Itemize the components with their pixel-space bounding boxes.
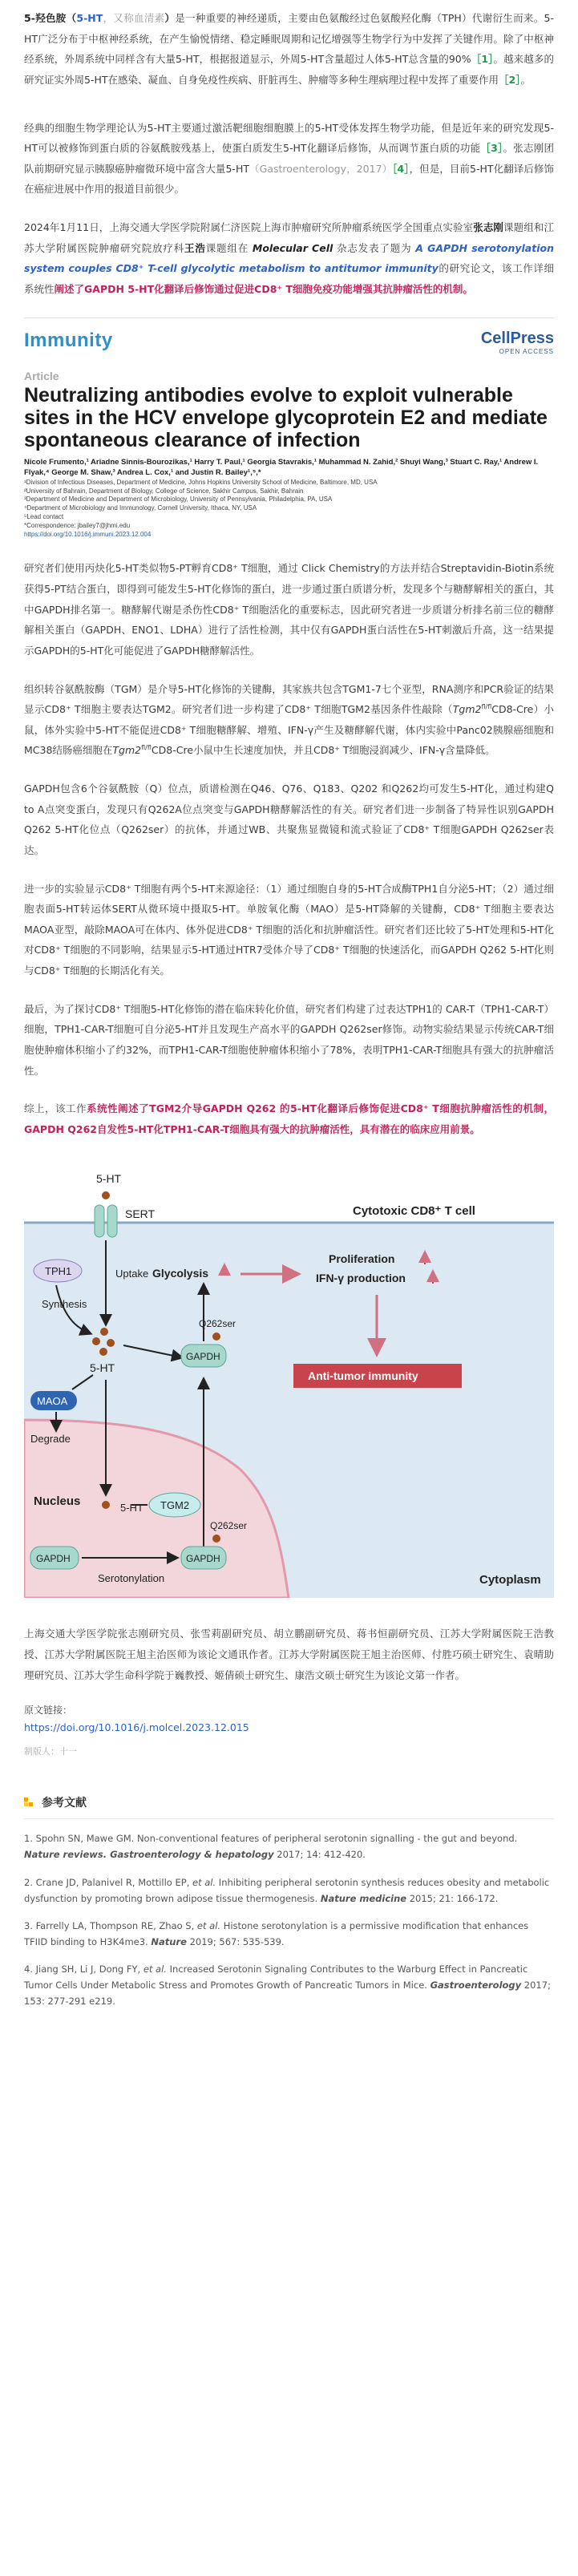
paragraph-2: [24, 118, 554, 200]
reference-item: [24, 1874, 554, 1907]
serotonin-dot: [107, 1339, 115, 1347]
reference-item: [24, 1830, 554, 1862]
ref-rest: 2019; 567: 535-539.: [186, 1935, 285, 1947]
source-link[interactable]: https://doi.org/10.1016/j.molcel.2023.12.015: [24, 1721, 249, 1734]
label-tph1: TPH1: [45, 1265, 72, 1278]
p3-text-5: 的研究论文，该工作详细系统性: [24, 262, 554, 295]
label-degrade: Degrade: [30, 1433, 71, 1446]
ref-authors: 4. Jiang SH, Li J, Dong FY,: [24, 1963, 143, 1975]
label-5ht-nuc: 5-HT: [120, 1502, 143, 1514]
paper-authors: Nicole Frumento,¹ Ariadne Sinnis-Bourozikas,¹ Harry T. Paul,¹ Georgia Stavrakis,¹ Muhammad N. Zahid,² Shuyi Wang,³ Stuart C. Ray,¹ Andrew I. Flyak,⁴ George M. Shaw,³ Andrea L. Cox,¹ and Justin R. Bailey¹,⁵,*: [24, 458, 539, 478]
mechanism-diagram: [24, 1165, 554, 1598]
p9-highlight: 系统性阐述了TGM2介导GAPDH Q262 的5-HT化翻译后修饰促进CD8⁺ T细胞抗肿瘤活性的机制，GAPDH Q262自发性5-HT化TPH1-CAR-T细胞具有强大的抗肿瘤活性，具有潜在的临床应用前景。: [24, 1102, 554, 1135]
affiliation-1: ¹Division of Infectious Diseases, Department of Medicine, Johns Hopkins University School of Medicine, Baltimore, MD, USA: [24, 478, 378, 486]
p3-highlight: 阐述了GAPDH 5-HT化翻译后修饰通过促进CD8⁺ T细胞免疫功能增强其抗肿瘤活性的机制。: [54, 282, 473, 295]
p2-citation: （Gastroenterology，2017）: [249, 162, 393, 175]
intro-abbr: 5-HT: [76, 12, 103, 24]
pi-name-1: 张志刚: [473, 221, 504, 233]
paragraph-7: 进一步的实验显示CD8⁺ T细胞有两个5-HT来源途径：（1）通过细胞自身的5-HT合成酶TPH1自分泌5-HT；（2）通过细胞表面5-HT转运体SERT从微环境中摄取5-HT。单胺氧化酶（MAO）是5-HT降解的关键酶，CD8⁺ T细胞主要表达MAOA亚型，敲除MAOA可在体内、体外促进CD8⁺ T细胞的活化和抗肿瘤活性。研究者们还比较了5-HT处理和5-HT化对CD8⁺ T细胞的不同影响，结果显示5-HT通过HTR7受体介导了CD8⁺ T细胞的快速活化，而GAPDH Q262 5-HT化则与CD8⁺ T细胞的长期活化有关。: [24, 882, 554, 977]
gene-sup-2: fl/fl: [141, 744, 152, 752]
serotonin-dot: [102, 1501, 110, 1509]
paper-doi[interactable]: https://doi.org/10.1016/j.immuni.2023.12.004: [24, 530, 152, 538]
label-ifn: IFN-γ production: [316, 1272, 406, 1285]
paper-affiliations: [24, 479, 554, 540]
journal-name: Molecular Cell: [252, 241, 333, 254]
label-maoa: MAOA: [37, 1395, 68, 1408]
sert-transporter-2: [107, 1205, 117, 1237]
affiliation-3: ³Department of Medicine and Department of Microbiology, University of Pennsylvania, Philadelphia, PA, USA: [24, 495, 333, 503]
paragraph-5: [24, 679, 554, 762]
ref-rest: 2017; 153: 277-291 e219.: [24, 1980, 551, 2008]
label-nucleus: Nucleus: [34, 1494, 81, 1509]
paragraph-6: GAPDH包含6个谷氨酰胺（Q）位点，质谱检测在Q46、Q76、Q183、Q202 和Q262均可发生5-HT化，通过构建Q to A点突变蛋白，发现只有Q262A位点突变与GAPDH糖酵解活性的有关。研究者们进一步制备了特异性识别GAPDH Q262 5-HT化位点（Q262ser）的抗体，并通过WB、共聚焦显微镜和流式验证了CD8⁺ T细胞GAPDH Q262ser表达。: [24, 783, 554, 856]
ref-journal: Nature medicine: [320, 1892, 407, 1904]
ref-authors: 2. Crane JD, Palanivel R, Mottillo EP,: [24, 1876, 192, 1888]
p2-text-2: 。张志刚团队前期研究显示胰腺癌肿瘤微环境中富含大量5-HT: [24, 142, 554, 175]
label-sert: SERT: [125, 1207, 156, 1221]
p9-text-1: 综上，该工作: [24, 1102, 87, 1115]
p3-text-3: 课题组在: [205, 241, 253, 254]
article-type: Article: [24, 369, 59, 382]
ref-link-4[interactable]: ［4］: [392, 162, 410, 175]
label-antitumor: Anti-tumor immunity: [308, 1369, 418, 1383]
label-gapdh-bot: GAPDH: [186, 1553, 220, 1565]
sert-transporter: [95, 1205, 104, 1237]
source-label: 原文链接：: [24, 1705, 73, 1717]
paren-open: （: [66, 12, 77, 24]
intro-end: 。: [520, 73, 531, 86]
serotonin-dot: [212, 1332, 220, 1341]
gene-name-2: Tgm2: [112, 744, 142, 757]
label-uptake: Uptake: [115, 1268, 149, 1280]
ref-rest: 2015; 21: 166-172.: [406, 1892, 499, 1904]
p5-text-2: CD8-Cre）小鼠，体外实验中5-HT不能促进CD8⁺ T细胞糖酵解、增殖、IFN-γ产生及糖酵解代谢，体内实验中Panc02胰腺癌细胞和MC38结肠癌细胞在: [24, 703, 554, 757]
ref-title: Histone serotonylation is a permissive modification that enhances TFIID binding to H3K4me3.: [24, 1919, 529, 1947]
paper-title: Neutralizing antibodies evolve to exploit vulnerable sites in the HCV envelope glycoprotein E2 and mediate spontaneous clearance of infection: [24, 383, 548, 451]
p3-text-1: 2024年1月11日，上海交通大学医学院附属仁济医院上海市肿瘤研究所肿瘤系统医学全国重点实验室: [24, 221, 474, 233]
ref-authors: 1. Spohn SN, Mawe GM. Non-conventional features of peripheral serotonin signalling - the gut and beyond.: [24, 1833, 518, 1845]
p3-text-2: 课题组和江苏大学附属医院肿瘤研究院放疗科: [24, 221, 554, 254]
p2-text-1: 经典的细胞生物学理论认为5-HT主要通过激活靶细胞细胞膜上的5-HT受体发挥生物学功能，但是近年来的研究发现5-HT可以被修饰到蛋白质的谷氨酰胺残基上，使蛋白质发生5-HT化翻译后修饰，从而调节蛋白质的功能: [24, 121, 554, 155]
paragraph-9: [24, 1098, 554, 1139]
label-q262-bot: Q262ser: [210, 1520, 248, 1532]
intro-term: 5-羟色胺: [24, 12, 67, 24]
reference-item: [24, 1918, 554, 1950]
label-synthesis: Synthesis: [42, 1298, 87, 1311]
pi-name-2: 王浩: [184, 241, 206, 254]
p5-text-1: 组织转谷氨酰胺酶（TGM）是介导5-HT化修饰的关键酶，其家族共包含TGM1-7七个亚型，RNA测序和PCR验证的结果显示CD8⁺ T细胞主要表达TGM2。研究者们进一步构建了CD8⁺ T细胞TGM2基因条件性敲除（: [24, 682, 554, 716]
ref-link-2[interactable]: ［2］: [499, 73, 521, 86]
reference-item: [24, 1961, 554, 2009]
affiliation-4: ⁴Department of Microbiology and Immunology, Cornell University, Ithaca, NY, USA: [24, 504, 257, 512]
ref-link-1[interactable]: ［1］: [471, 53, 494, 66]
references-title: 参考文献: [42, 1797, 87, 1810]
ref-link-3[interactable]: ［3］: [480, 142, 503, 155]
affiliation-2: ²University of Bahrain, Department of Biology, College of Science, Sakhir Campus, Sakhir, Bahrain: [24, 487, 304, 495]
paren-close: ）: [164, 12, 176, 24]
paragraph-4: 研究者们使用丙炔化5-HT类似物5-PT孵育CD8⁺ T细胞，通过 Click Chemistry的方法并结合Streptavidin-Biotin系统获得5-PT结合蛋白，即得到可能发生5-HT化修饰的蛋白，进一步通过蛋白质谱分析，发现多个与糖酵解相关的蛋白，其中GAPDH排名第一。糖酵解代谢是杀伤性CD8⁺ T细胞活化的重要标志，因此研究者进一步质谱分析排名前三位的糖酵解相关蛋白（GAPDH、ENO1、LDHA）进行了活性检测，其中仅有GAPDH蛋白活性在5-HT刺激后升高，这一结果提示GAPDH的5-HT化可能促进了GAPDH糖酵解活性。: [24, 562, 554, 657]
references-list: [24, 1830, 554, 2009]
serotonin-dot: [212, 1535, 220, 1543]
references-divider: [24, 1818, 554, 1819]
serotonin-dot: [92, 1337, 100, 1345]
p2-text-3: ，但是，目前5-HT化翻译后修饰在癌症进展中作用的报道目前很少。: [24, 162, 554, 196]
paper-title-link: A GAPDH serotonylation system couples CD8⁺ T-cell glycolytic metabolism to antitumor immunity: [24, 241, 554, 275]
label-gapdh-right: GAPDH: [186, 1351, 220, 1363]
intro-text-2: 。越来越多的研究证实外周5-HT在感染、凝血、自身免疫性疾病、肝脏再生、肿瘤等多种生理病理过程中发挥了重要作用: [24, 53, 554, 86]
paragraph-3: [24, 217, 554, 300]
ref-rest: 2017; 14: 412-420.: [273, 1849, 366, 1861]
intro-paragraph: [24, 8, 554, 91]
label-cytoplasm: Cytoplasm: [479, 1573, 541, 1587]
ref-etal: et al.: [192, 1876, 216, 1888]
ref-journal: Nature reviews. Gastroenterology & hepatology: [24, 1849, 274, 1861]
label-gapdh-left: GAPDH: [36, 1553, 71, 1565]
serotonin-dot: [102, 1191, 110, 1199]
gene-sup: fl/fl: [481, 703, 492, 711]
serotonin-dot: [100, 1328, 108, 1336]
label-serotonylation: Serotonylation: [98, 1572, 165, 1585]
ref-etal: et al.: [196, 1919, 221, 1931]
affiliation-5: ⁵Lead contact: [24, 513, 64, 521]
label-q262-top: Q262ser: [199, 1318, 236, 1330]
label-tgm2: TGM2: [160, 1499, 190, 1512]
ref-journal: Nature: [151, 1935, 187, 1947]
label-proliferation: Proliferation: [329, 1252, 395, 1266]
correspondence: *Correspondence: jbailey7@jhmi.edu: [24, 521, 131, 529]
references-icon: [24, 1798, 37, 1807]
serotonin-dot: [99, 1348, 107, 1356]
ref-title: Increased Serotonin Signaling Contributes to the Warburg Effect in Pancreatic Tumor Cells Under Metabolic Stress and Promotes Growth of Pancreatic Tumors in Mice.: [24, 1963, 528, 1992]
ref-journal: Gastroenterology: [430, 1980, 522, 1992]
journal-logo: Immunity: [24, 329, 113, 351]
gene-name: Tgm2: [452, 703, 482, 716]
ref-etal: et al.: [143, 1963, 167, 1975]
ref-title: Inhibiting peripheral serotonin synthesis reduces obesity and metabolic dysfunction by promoting brown adipose tissue thermogenesis.: [24, 1876, 550, 1904]
authors-note: 上海交通大学医学院张志刚研究员、张雪莉副研究员、胡立鹏副研究员、蒋书恒副研究员、江苏大学附属医院王浩教授、江苏大学附属医院王旭主治医师为该论文通讯作者。江苏大学附属医院王旭主治医师、付胜巧硕士研究生、袁晴助理研究员、江苏大学生命科学院于巍教授、姬倩硕士研究生、康浩文硕士研究生为该论文第一作者。: [24, 1628, 554, 1681]
editor-credit: 制版人：十一: [24, 1746, 77, 1757]
intro-text-1: 是一种重要的神经递质，主要由色氨酸经过色氨酸羟化酶（TPH）代谢衍生而来。5-HT广泛分布于中枢神经系统，在产生愉悦情绪、稳定睡眠周期和记忆增强等生物学行为中发挥了关键作用。除了中枢神经系统，外周系统中同样含有大量5-HT，根据报道显示，外周5-HT含量超过人体5-HT总含量的90%: [24, 12, 554, 66]
label-cytotoxic: Cytotoxic CD8⁺ T cell: [353, 1204, 475, 1219]
p3-text-4: 杂志发表了题为: [333, 241, 416, 254]
paragraph-8: 最后，为了探讨CD8⁺ T细胞5-HT化修饰的潜在临床转化价值，研究者们构建了过表达TPH1的 CAR-T（TPH1-CAR-T）细胞，TPH1-CAR-T细胞可自分泌5-HT并且发现生产高水平的GAPDH Q262ser修饰。动物实验结果显示传统CAR-T细胞使肿瘤体积缩小了约32%，而TPH1-CAR-T细胞使肿瘤体积缩小了78%，表明TPH1-CAR-T细胞具有强大的抗肿瘤活性。: [24, 1002, 554, 1077]
open-access-label: OPEN ACCESS: [499, 347, 554, 355]
paper-header-image: [24, 317, 554, 540]
label-glycolysis: Glycolysis: [152, 1267, 209, 1280]
ref-authors: 3. Farrelly LA, Thompson RE, Zhao S,: [24, 1919, 197, 1931]
label-5ht-top: 5-HT: [96, 1172, 122, 1186]
publisher-logo: [481, 330, 554, 355]
references-header: [24, 1794, 554, 1810]
p5-text-3: CD8-Cre小鼠中生长速度加快，并且CD8⁺ T细胞浸润减少、IFN-γ含量降低。: [151, 744, 495, 757]
cellpress-wordmark: CellPress: [480, 329, 554, 347]
label-5ht-mid: 5-HT: [90, 1361, 115, 1375]
intro-alias: ，又称血清素: [103, 12, 165, 24]
